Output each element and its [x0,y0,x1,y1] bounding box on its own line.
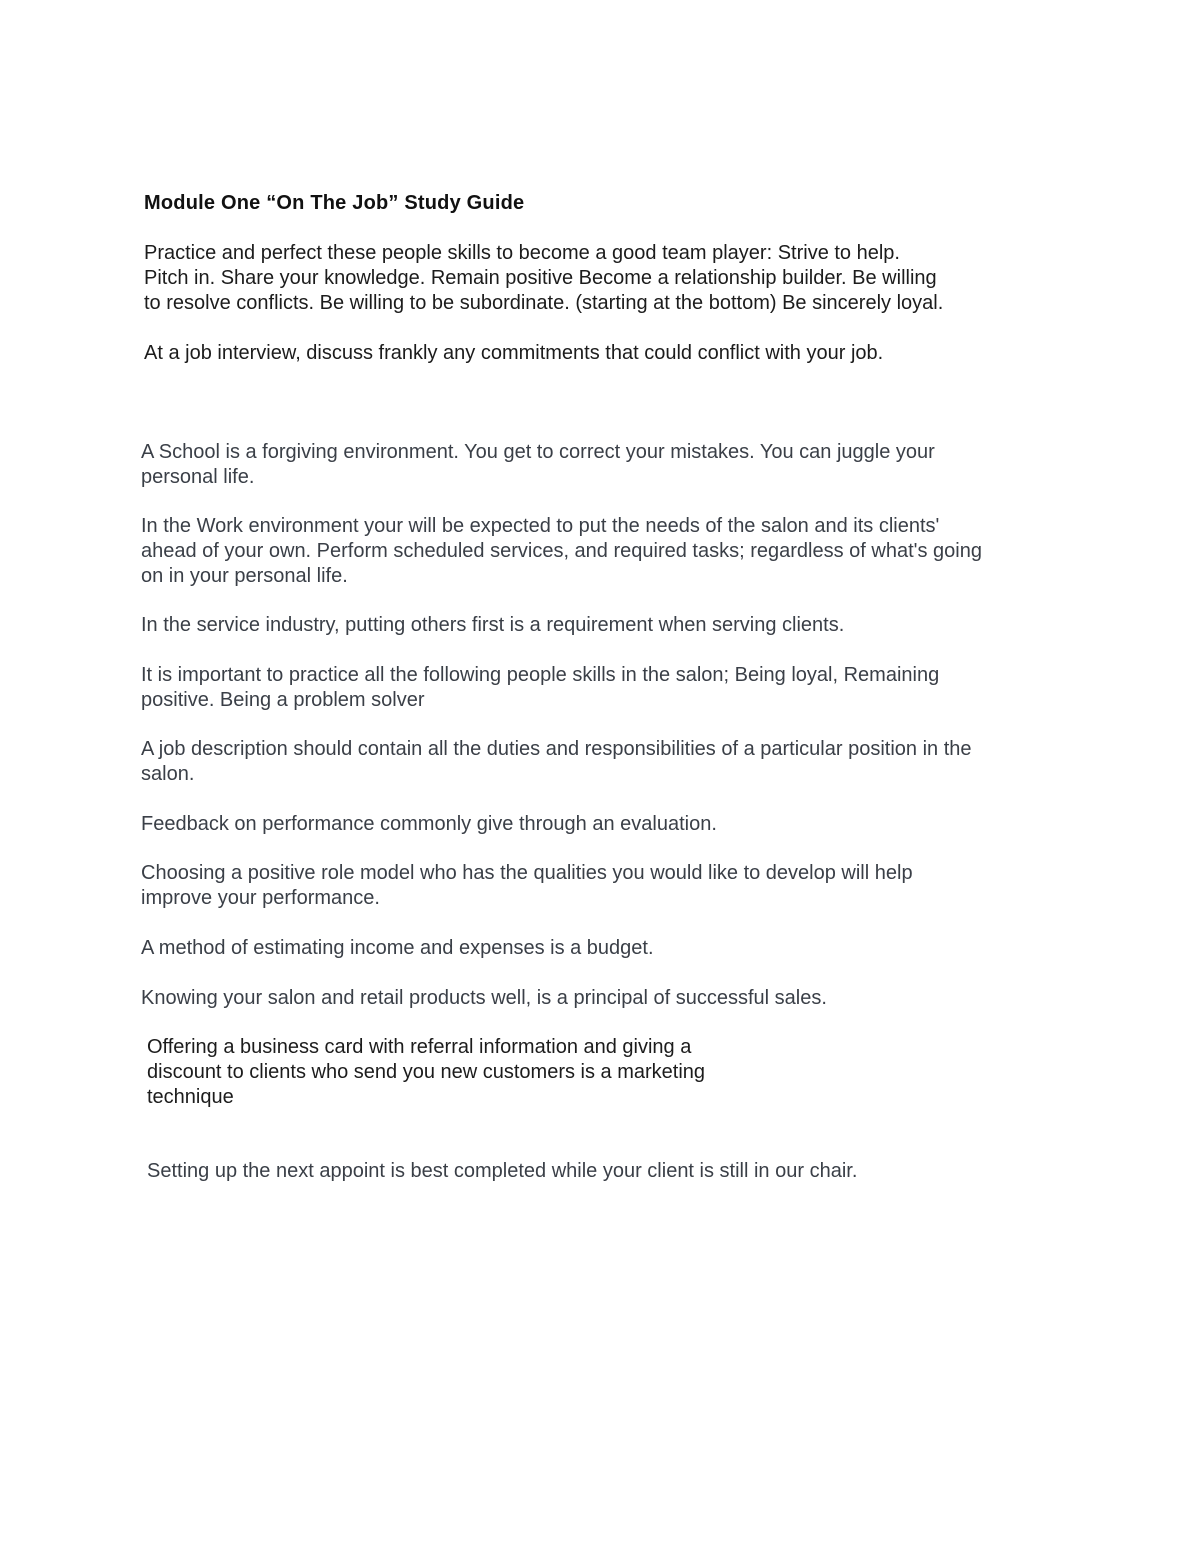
paragraph-line: Knowing your salon and retail products well, is a principal of successful sales. [141,987,827,1009]
paragraph-line: improve your performance. [141,887,380,909]
paragraph [141,936,654,961]
paragraph-line: It is important to practice all the following people skills in the salon; Being loyal, Remaining [141,664,940,686]
paragraph-line: personal life. [141,466,255,488]
paragraph [141,663,939,713]
paragraph-line: Choosing a positive role model who has the qualities you would like to develop will help [141,862,913,884]
intro-line: to resolve conflicts. Be willing to be subordinate. (starting at the bottom) Be sincerely loyal. [144,292,944,314]
paragraph-line: ahead of your own. Perform scheduled services, and required tasks; regardless of what's going [141,540,982,562]
paragraph-line: In the service industry, putting others first is a requirement when serving clients. [141,614,845,636]
paragraph [141,737,972,787]
marketing-line: technique [147,1086,234,1108]
intro-paragraph [144,241,943,316]
interview-note: At a job interview, discuss frankly any commitments that could conflict with your job. [144,342,884,364]
closing-paragraph: Setting up the next appoint is best completed while your client is still in our chair. [147,1160,858,1182]
intro-line: Pitch in. Share your knowledge. Remain positive Become a relationship builder. Be willing [144,267,937,289]
marketing-line: Offering a business card with referral information and giving a [147,1036,692,1058]
document-title: Module One “On The Job” Study Guide [144,192,525,214]
paragraph [141,986,827,1011]
paragraph-line: In the Work environment your will be expected to put the needs of the salon and its clients' [141,515,940,537]
paragraph [141,514,982,589]
paragraph-line: salon. [141,763,195,785]
paragraph-line: A School is a forgiving environment. You get to correct your mistakes. You can juggle your [141,441,935,463]
paragraph-line: A job description should contain all the duties and responsibilities of a particular position in the [141,738,972,760]
paragraph-line: positive. Being a problem solver [141,689,425,711]
paragraph [141,861,913,911]
paragraph [141,440,935,490]
intro-line: Practice and perfect these people skills to become a good team player: Strive to help. [144,242,900,264]
paragraph-line: A method of estimating income and expenses is a budget. [141,937,654,959]
paragraph [141,812,717,837]
paragraph [141,613,844,638]
marketing-line: discount to clients who send you new customers is a marketing [147,1061,706,1083]
paragraph-line: Feedback on performance commonly give through an evaluation. [141,813,717,835]
paragraph-line: on in your personal life. [141,565,348,587]
marketing-paragraph [147,1035,705,1110]
